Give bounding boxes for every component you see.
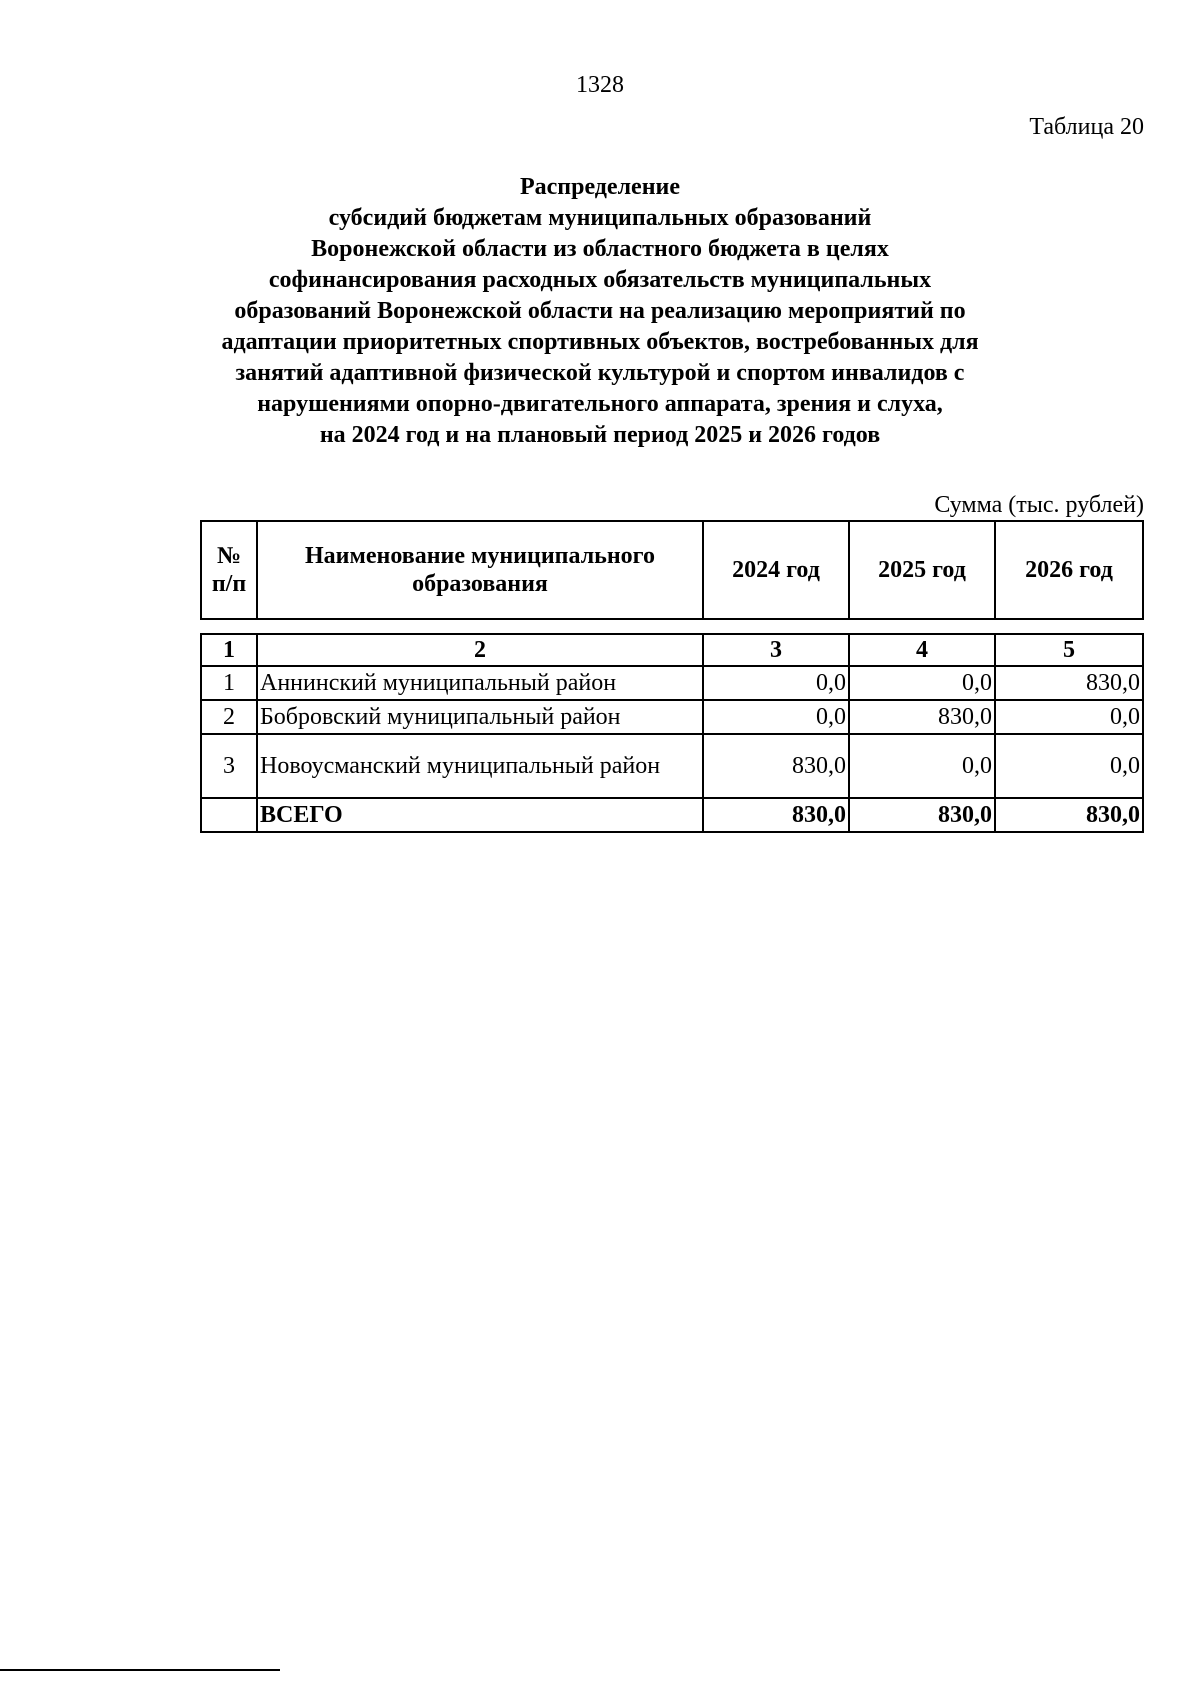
table-row	[201, 734, 1143, 798]
total-value-2025: 830,0	[849, 798, 995, 832]
row-value-2026: 830,0	[995, 666, 1143, 700]
row-value-2025: 0,0	[849, 734, 995, 798]
table-row	[201, 666, 1143, 700]
title-line: нарушениями опорно-двигательного аппарата, зрения и слуха,	[257, 391, 943, 417]
row-index: 2	[201, 700, 257, 734]
title-line: адаптации приоритетных спортивных объектов, востребованных для	[221, 329, 979, 355]
row-name: Бобровский муниципальный район	[257, 700, 703, 734]
row-value-2024: 0,0	[703, 666, 849, 700]
row-value-2026: 0,0	[995, 734, 1143, 798]
row-value-2025: 830,0	[849, 700, 995, 734]
header-2025: 2025 год	[849, 521, 995, 619]
header-2026: 2026 год	[995, 521, 1143, 619]
total-value-2024: 830,0	[703, 798, 849, 832]
column-number-row	[201, 634, 1143, 666]
column-number: 4	[849, 634, 995, 666]
footer-rule	[0, 1669, 280, 1671]
header-2024: 2024 год	[703, 521, 849, 619]
document-title	[160, 172, 1040, 451]
row-value-2024: 0,0	[703, 700, 849, 734]
table-header	[200, 520, 1144, 620]
row-value-2026: 0,0	[995, 700, 1143, 734]
table-label: Таблица 20	[1029, 114, 1144, 140]
row-index: 3	[201, 734, 257, 798]
row-name: Аннинский муниципальный район	[257, 666, 703, 700]
column-number: 1	[201, 634, 257, 666]
title-line: Воронежской области из областного бюджета в целях	[311, 236, 889, 262]
data-table	[200, 633, 1144, 833]
total-label: ВСЕГО	[257, 798, 703, 832]
column-number: 2	[257, 634, 703, 666]
total-index	[201, 798, 257, 832]
total-value-2026: 830,0	[995, 798, 1143, 832]
column-number: 3	[703, 634, 849, 666]
title-line: занятий адаптивной физической культурой и спортом инвалидов с	[235, 360, 965, 386]
title-line: субсидий бюджетам муниципальных образований	[328, 205, 872, 231]
total-row	[201, 798, 1143, 832]
unit-label: Сумма (тыс. рублей)	[934, 492, 1144, 518]
row-value-2024: 830,0	[703, 734, 849, 798]
row-name: Новоусманский муниципальный район	[257, 734, 703, 798]
table-row	[201, 700, 1143, 734]
title-line: образований Воронежской области на реализацию мероприятий по	[234, 298, 966, 324]
row-index: 1	[201, 666, 257, 700]
page-number: 1328	[576, 72, 624, 98]
row-value-2025: 0,0	[849, 666, 995, 700]
header-name: Наименование муниципального образования	[257, 521, 703, 619]
title-line: софинансирования расходных обязательств муниципальных	[268, 267, 932, 293]
title-line: Распределение	[519, 174, 681, 200]
title-line: на 2024 год и на плановый период 2025 и 2026 годов	[319, 422, 881, 448]
column-number: 5	[995, 634, 1143, 666]
header-num: № п/п	[201, 521, 257, 619]
